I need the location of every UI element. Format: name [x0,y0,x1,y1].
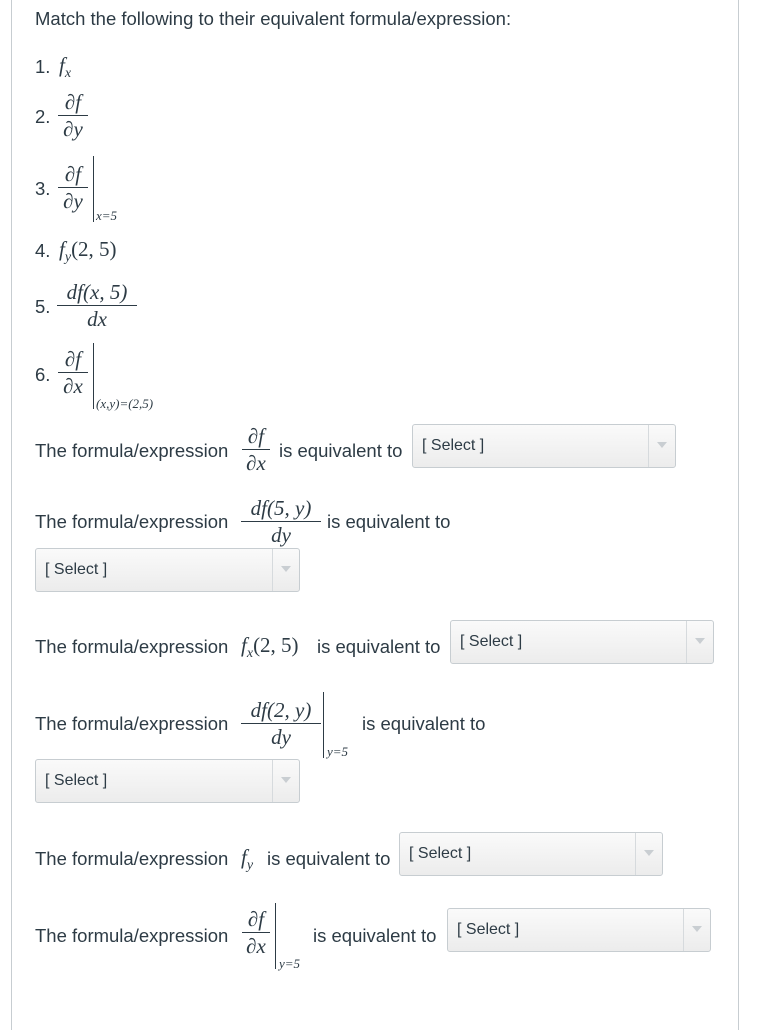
chevron-down-icon [686,621,713,663]
statement-6-lead: The formula/expression [35,925,229,946]
answer-select-5[interactable]: [ Select ] [399,832,663,876]
item-number-3: 3. [35,178,51,199]
statement-2-expr: df(5, y) dy [241,495,321,548]
eval-bar [323,692,324,758]
item-number-2: 2. [35,106,51,127]
chevron-down-icon [648,425,675,467]
statement-1-equiv: is equivalent to [279,440,403,461]
statement-3-expr: $f_x(2$, 5) [241,633,299,662]
eval-condition: (x,y)=(2,5) [96,396,154,411]
chevron-down-icon [683,909,710,951]
statement-2-equiv: is equivalent to [327,511,451,532]
statement-4-lead: The formula/expression [35,713,229,734]
question-prompt: Match the following to their equivalent formula/expression: [35,8,512,29]
eval-condition: x=5 [96,208,118,223]
item-number-1: 1. [35,56,51,77]
statement-1-lead: The formula/expression [35,440,229,461]
expr-df-dy-eval: ∂f ∂y [58,161,88,214]
statement-5-expr: $f_y$ [241,845,254,874]
chevron-down-icon [272,549,299,591]
expr-df-dy: ∂f ∂y [58,89,88,142]
item-number-5: 5. [35,296,51,317]
statement-4-equiv: is equivalent to [362,713,486,734]
answer-select-1[interactable]: [ Select ] [412,424,676,468]
eval-bar [93,156,94,222]
chevron-down-icon [635,833,662,875]
statement-4-expr: df(2, y) dy [241,697,321,750]
statement-1-expr: ∂f ∂x [242,423,270,476]
statement-2-lead: The formula/expression [35,511,229,532]
answer-select-4[interactable]: [ Select ] [35,759,300,803]
answer-select-3[interactable]: [ Select ] [450,620,714,664]
statement-3-lead: The formula/expression [35,636,229,657]
answer-select-2[interactable]: [ Select ] [35,548,300,592]
eval-condition: y=5 [327,744,349,759]
answer-select-6[interactable]: [ Select ] [447,908,711,952]
item-number-6: 6. [35,364,51,385]
statement-3-equiv: is equivalent to [317,636,441,657]
chevron-down-icon [272,760,299,802]
expr-f-x: $f_x$ [59,53,72,82]
expr-df-dx-eval: ∂f ∂x [58,346,88,399]
statement-5-lead: The formula/expression [35,848,229,869]
statement-6-equiv: is equivalent to [313,925,437,946]
statement-5-equiv: is equivalent to [267,848,391,869]
eval-condition: y=5 [279,956,301,971]
eval-bar [275,903,276,969]
item-number-4: 4. [35,240,51,261]
statement-6-expr: ∂f ∂x [242,906,270,959]
expr-df-x5-dx: df(x, 5) dx [57,279,137,332]
eval-bar [93,343,94,409]
expr-f-y-2-5: $f_y(2$, 5) [59,237,117,266]
